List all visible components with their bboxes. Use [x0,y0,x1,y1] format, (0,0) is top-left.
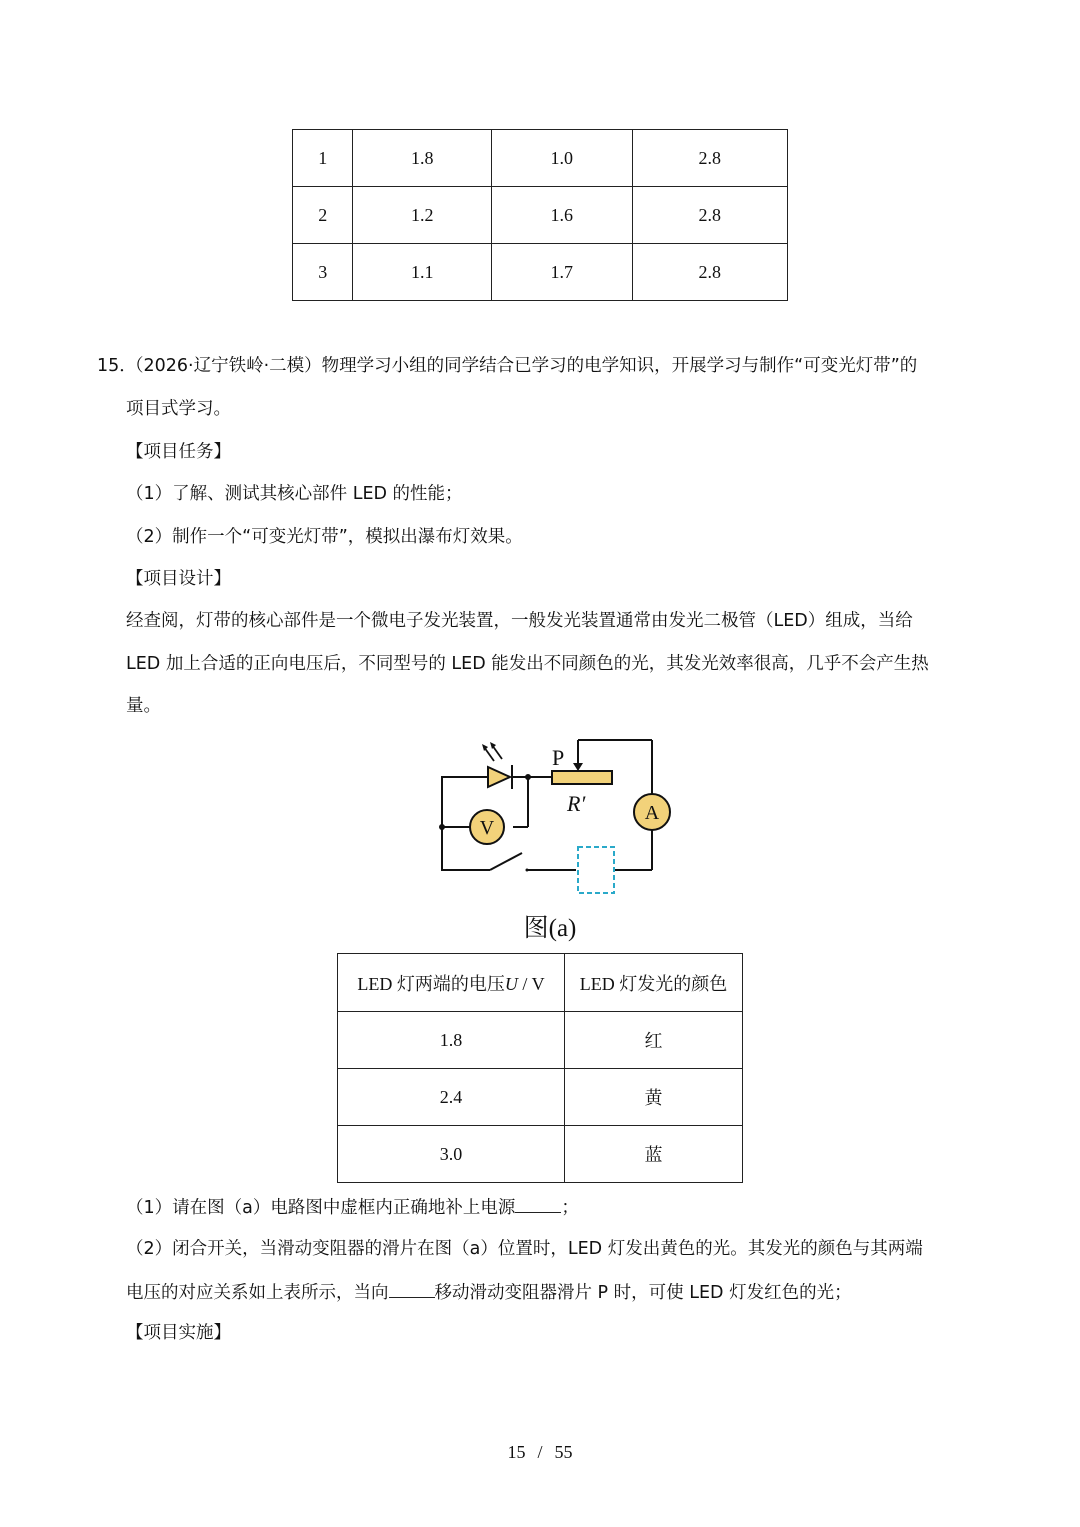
ammeter-label: A [644,802,660,824]
answer-blank-2[interactable] [389,1279,435,1298]
table-cell: 1.2 [353,187,492,244]
question-part-2-line2: 电压的对应关系如上表所示，当向 移动滑动变阻器滑片 P 时，可使 LED 灯发红色的光； [126,1279,852,1305]
table-cell: 1.6 [492,187,633,244]
slider-label: P [552,745,565,770]
table-cell: 3 [293,244,353,301]
table-row [338,1069,743,1126]
rheostat-label: R′ [567,791,586,816]
table-row [338,1012,743,1069]
led-table-header-voltage: LED 灯两端的电压U / V [338,954,565,1012]
table-row [293,244,788,301]
table-cell: 1.1 [353,244,492,301]
voltmeter-label: V [479,817,495,839]
table-cell: 2.8 [632,244,787,301]
question-number: 15． [97,356,137,376]
table-row [293,187,788,244]
question-part-2-line1: （2）闭合开关，当滑动变阻器的滑片在图（a）位置时，LED 灯发出黄色的光。其发光的颜色与其两端 [126,1239,923,1259]
table-row [293,130,788,187]
color-cell: 红 [565,1012,743,1069]
table-cell: 2.8 [632,187,787,244]
table-cell: 2.8 [632,130,787,187]
design-paragraph-line2: LED 加上合适的正向电压后，不同型号的 LED 能发出不同颜色的光，其发光效率很高，几乎不会产生热 [126,654,929,674]
table-cell: 1 [293,130,353,187]
section-implementation-heading: 【项目实施】 [126,1323,231,1343]
led-color-table [337,953,743,1183]
table-cell: 1.7 [492,244,633,301]
table-row [338,1126,743,1183]
task-item-1: （1）了解、测试其核心部件 LED 的性能； [126,484,463,504]
table-cell: 1.8 [353,130,492,187]
task-item-2: （2）制作一个“可变光灯带”，模拟出瀑布灯效果。 [126,527,523,547]
section-task-heading: 【项目任务】 [126,442,231,462]
page-number: 15 / 55 [507,1442,573,1462]
power-source-placeholder [578,847,614,893]
design-paragraph-line1: 经查阅，灯带的核心部件是一个微电子发光装置，一般发光装置通常由发光二极管（LED）组成，当给 [126,611,913,631]
voltage-cell: 2.4 [338,1069,565,1126]
question-intro-line1: （2026·辽宁铁岭·二模）物理学习小组的同学结合已学习的电学知识，开展学习与制作“可变光灯带”的 [126,356,918,376]
voltage-cell: 3.0 [338,1126,565,1183]
section-design-heading: 【项目设计】 [126,569,231,589]
voltage-cell: 1.8 [338,1012,565,1069]
results-table [292,129,788,301]
question-part-1: （1）请在图（a）电路图中虚框内正确地补上电源 ； [126,1194,579,1220]
circuit-diagram [430,735,690,905]
led-table-header-color: LED 灯发光的颜色 [565,954,743,1012]
question-intro-line2: 项目式学习。 [126,399,231,419]
color-cell: 蓝 [565,1126,743,1183]
color-cell: 黄 [565,1069,743,1126]
table-cell: 1.0 [492,130,633,187]
figure-caption: 图(a) [523,915,577,942]
answer-blank-1[interactable] [515,1194,561,1213]
table-cell: 2 [293,187,353,244]
design-paragraph-line3: 量。 [126,696,161,716]
